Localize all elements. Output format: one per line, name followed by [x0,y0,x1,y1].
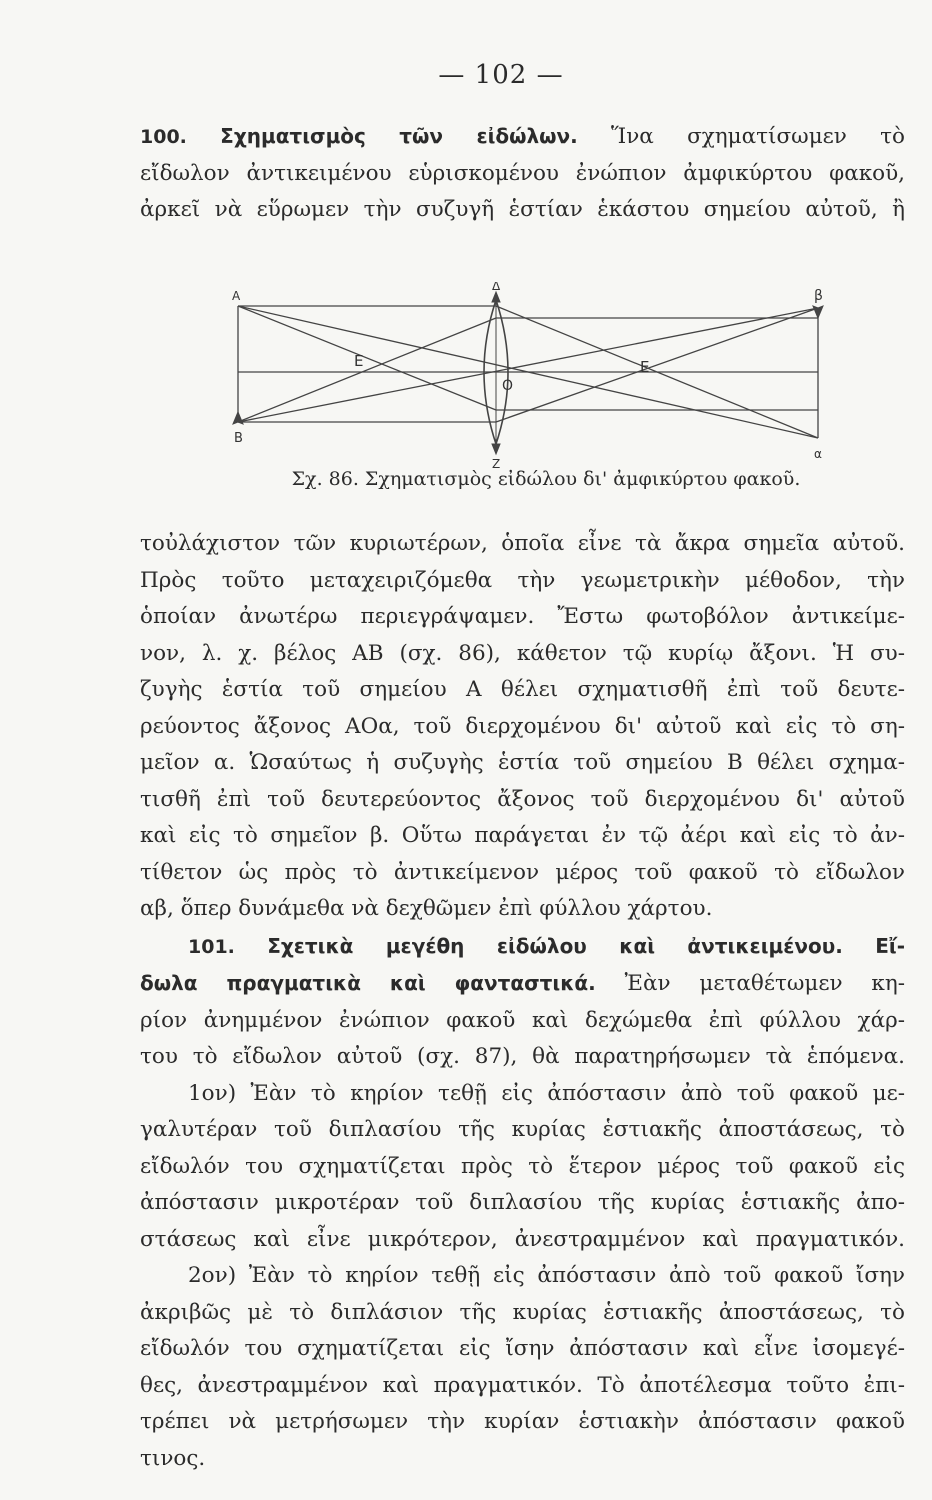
section-101-second-line [140,965,905,1003]
item-1-line: 1ον) Ἐὰν τὸ κηρίον τεθῇ εἰς ἀπόστασιν ἀπὸ τοῦ φακοῦ με- [188,1080,905,1106]
lens-top-arrowhead [492,292,500,302]
section-101-title: Σχετικὰ μεγέθη εἰδώλου καὶ ἀντικειμένου. Εἴ- [267,933,905,958]
image-arrowhead [813,306,823,318]
body-line: εἴδωλον ἀντικειμένου εὑρισκομένου ἐνώπιον ἀμφικύρτου φακοῦ, [140,160,905,186]
label-E-left: E [354,352,364,370]
body-line: μεῖον α. Ὡσαύτως ἡ συζυγὴς ἑστία τοῦ σημείου Β θέλει σχημα- [140,750,905,775]
item-1-line: στάσεως καὶ εἶνε μικρότερον, ἀνεστραμμένον καὶ πραγματικόν. [140,1226,905,1252]
label-E-right: E [640,358,650,376]
body-line: ἀρκεῖ νὰ εὕρωμεν τὴν συζυγῆ ἑστίαν ἑκάστου σημείου αὐτοῦ, ἢ [140,197,905,222]
body-line: ρίον ἀνημμένον ἐνώπιον φακοῦ καὶ δεχώμεθα ἐπὶ φύλλου χάρ- [140,1007,905,1033]
item-2-line: τρέπει νὰ μετρήσωμεν τὴν κυρίαν ἑστιακὴν ἀπόστασιν φακοῦ [140,1409,905,1434]
body-line: νον, λ. χ. βέλος ΑΒ (σχ. 86), κάθετον τῷ κυρίῳ ἄξονι. Ἡ συ- [140,640,905,666]
body-line: καὶ εἰς τὸ σημεῖον β. Οὕτω παράγεται ἐν τῷ ἀέρι καὶ εἰς τὸ ἀν- [140,823,905,848]
label-delta: Δ [492,282,501,293]
item-2-line: ἀκριβῶς μὲ τὸ διπλάσιον τῆς κυρίας ἑστιακῆς ἀποστάσεως, τὸ [140,1299,905,1325]
figure-caption: Σχ. 86. Σχηματισμὸς εἰδώλου δι' ἀμφικύρτου φακοῦ. [291,468,801,490]
body-line: του τὸ εἴδωλον αὐτοῦ (σχ. 87), θὰ παρατηρήσωμεν τὰ ἑπόμενα. [140,1044,905,1069]
section-101-title-cont: δωλα πραγματικὰ καὶ φανταστικά. [140,971,596,995]
body-line: Ἐὰν μεταθέτωμεν κη- [624,971,905,996]
section-100-number: 100. [140,126,187,148]
item-2-line: 2ον) Ἐὰν τὸ κηρίον τεθῇ εἰς ἀπόστασιν ἀπὸ τοῦ φακοῦ ἴσην [188,1263,905,1288]
body-line: ρεύοντος ἄξονος ΑΟα, τοῦ διερχομένου δι' αὐτοῦ καὶ εἰς τὸ ση- [140,713,905,739]
item-2-line: εἴδωλόν του σχηματίζεται εἰς ἴσην ἀπόστασιν καὶ εἶνε ἰσομεγέ- [140,1336,905,1361]
secondary-axis [238,308,818,422]
label-O: O [502,378,514,394]
page-number: — 102 — [438,60,564,90]
lens-diagram [220,282,840,468]
label-B: B [234,431,243,446]
section-101-number: 101. [188,935,235,958]
body-line: τισθῆ ἐπὶ τοῦ δευτερεύοντος ἄξονος τοῦ διερχομένου δι' αὐτοῦ [140,786,905,812]
body-line: Ἵνα σχηματίσωμεν τὸ [611,124,905,149]
section-100-title: Σχηματισμὸς τῶν εἰδώλων. [220,124,578,148]
object-arrowhead [233,412,243,424]
item-2-line: τινος. [140,1445,206,1471]
lens-bottom-arrowhead [492,444,500,454]
section-101-heading-line [140,928,905,966]
body-line: ζυγὴς ἑστία τοῦ σημείου Α θέλει σχηματισθῆ ἐπὶ τοῦ δευτε- [140,677,905,702]
item-2-line: θες, ἀνεστραμμένον καὶ πραγματικόν. Τὸ ἀποτέλεσμα τοῦτο ἐπι- [140,1372,905,1398]
label-A: A [232,289,241,303]
item-1-line: ἀπόστασιν μικροτέραν τοῦ διπλασίου τῆς κυρίας ἑστιακῆς ἀπο- [140,1190,905,1215]
ray [238,306,496,410]
body-line: ὁποίαν ἀνωτέρω περιεγράψαμεν. Ἔστω φωτοβόλον ἀντικείμε- [140,604,905,629]
body-line: τίθετον ὡς πρὸς τὸ ἀντικείμενον μέρος τοῦ φακοῦ τὸ εἴδωλον [140,859,905,885]
body-line: τοὐλάχιστον τῶν κυριωτέρων, ὁποῖα εἶνε τὰ ἄκρα σημεῖα αὐτοῦ. [140,531,905,556]
item-1-line: εἴδωλόν του σχηματίζεται πρὸς τὸ ἕτερον μέρος τοῦ φακοῦ εἰς [140,1153,905,1179]
item-1-line: γαλυτέραν τοῦ διπλασίου τῆς κυρίας ἑστιακῆς ἀποστάσεως, τὸ [140,1117,905,1142]
section-100-first-line [140,118,905,156]
body-line: αβ, ὅπερ δυνάμεθα νὰ δεχθῶμεν ἐπὶ φύλλου χάρτου. [140,896,713,921]
label-beta: β [814,288,823,304]
ray [238,318,496,422]
body-text [140,526,905,1477]
label-Z: Z [492,457,501,468]
section-100-text [140,118,905,229]
label-alpha: α [814,447,822,461]
body-line: Πρὸς τοῦτο μεταχειριζόμεθα τὴν γεωμετρικὴν μέθοδον, τὴν [140,567,905,593]
